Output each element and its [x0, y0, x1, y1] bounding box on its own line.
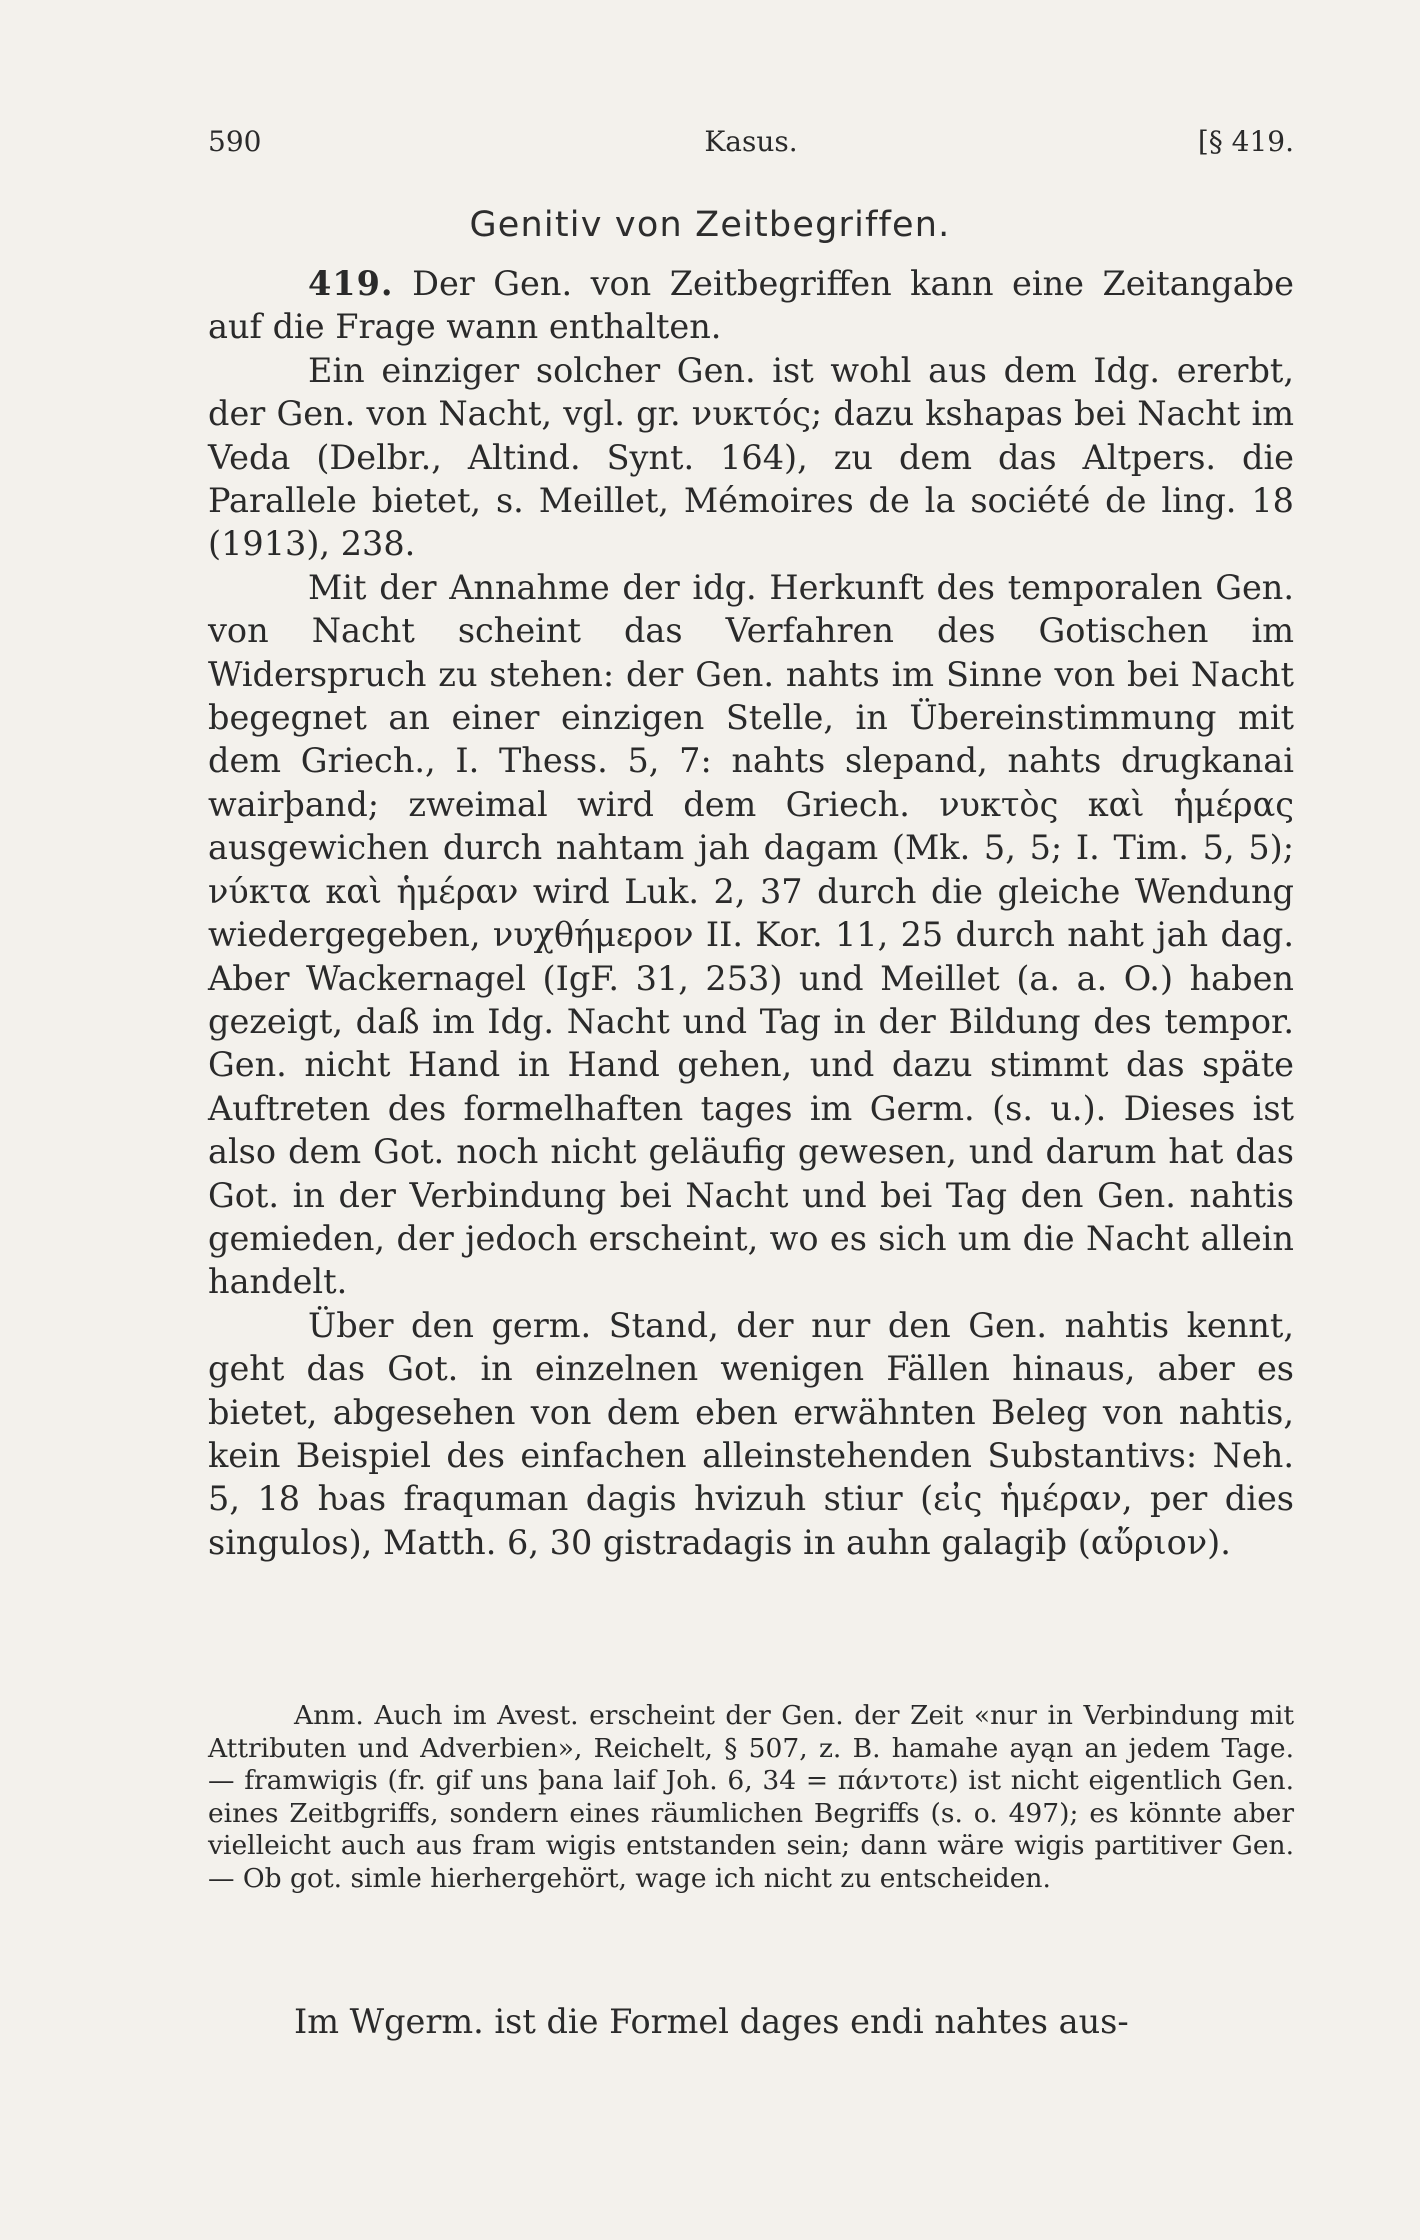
paragraph-1	[208, 262, 1294, 349]
section-number: 419.	[308, 264, 394, 303]
page-number: 590	[208, 125, 262, 158]
closing-text	[208, 2000, 1294, 2043]
running-title: Kasus.	[704, 125, 798, 158]
section-reference: [§ 419.	[1197, 125, 1294, 158]
paragraph-2: Ein einziger solcher Gen. ist wohl aus dem Idg. ererbt, der Gen. von Nacht, vgl. gr. νυκτός; dazu kshapas bei Nacht im Veda (Delbr., Altind. Synt. 164), zu dem das Altpers. die Parallele bietet, s. Meillet, Mémoires de la société de ling. 18 (1913), 238.	[208, 350, 1294, 564]
main-text	[208, 262, 1294, 1564]
paragraph-3: Mit der Annahme der idg. Herkunft des temporalen Gen. von Nacht scheint das Verfahren des Gotischen im Widerspruch zu stehen: der Gen. nahts im Sinne von bei Nacht begegnet an einer einzigen Stelle, in Übereinstimmung mit dem Griech., I. Thess. 5, 7: nahts slepand, nahts drugkanai wairþand; zweimal wird dem Griech. νυκτὸς καὶ ἡμέρας ausgewichen durch nahtam jah dagam (Mk. 5, 5; I. Tim. 5, 5); νύκτα καὶ ἡμέραν wird Luk. 2, 37 durch die gleiche Wendung wiedergegeben, νυχθήμερον II. Kor. 11, 25 durch naht jah dag. Aber Wackernagel (IgF. 31, 253) und Meillet (a. a. O.) haben gezeigt, daß im Idg. Nacht und Tag in der Bildung des tempor. Gen. nicht Hand in Hand gehen, und dazu stimmt das späte Auftreten des formelhaften tages im Germ. (s. u.). Dieses ist also dem Got. noch nicht geläufig gewesen, und darum hat das Got. in der Verbindung bei Nacht und bei Tag den Gen. nahtis gemieden, der jedoch erscheint, wo es sich um die Nacht allein handelt.	[208, 567, 1294, 1302]
paragraph-1-text: Der Gen. von Zeitbegriffen kann eine Zeitangabe auf die Frage wann enthalten.	[208, 264, 1294, 347]
paragraph-4: Über den germ. Stand, der nur den Gen. nahtis kennt, geht das Got. in einzelnen wenigen Fällen hinaus, aber es bietet, abgesehen von dem eben erwähnten Beleg von nahtis, kein Beispiel des einfachen alleinstehenden Substantivs: Neh. 5, 18 ƕas fraquman dagis hvizuh stiur (εἰς ἡμέραν, per dies singulos), Matth. 6, 30 gistradagis in auhn galagiþ (αὔριον).	[208, 1305, 1294, 1562]
last-line: Im Wgerm. ist die Formel dages endi nahtes aus-	[294, 2002, 1129, 2041]
note-text: Anm. Auch im Avest. erscheint der Gen. der Zeit «nur in Verbindung mit Attributen und Adverbien», Reichelt, § 507, z. B. hamahe ayąn an jedem Tage. — framwigis (fr. gif uns þana laif Joh. 6, 34 = πάντοτε) ist nicht eigentlich Gen. eines Zeitbgriffs, sondern eines räumlichen Begriffs (s. o. 497); es könnte aber vielleicht auch aus fram wigis entstanden sein; dann wäre wigis partitiver Gen. — Ob got. simle hierhergehört, wage ich nicht zu entscheiden.	[208, 1700, 1294, 1894]
annotation-note	[208, 1700, 1294, 1895]
running-header	[208, 125, 1294, 165]
section-title: Genitiv von Zeitbegriffen.	[469, 205, 951, 245]
